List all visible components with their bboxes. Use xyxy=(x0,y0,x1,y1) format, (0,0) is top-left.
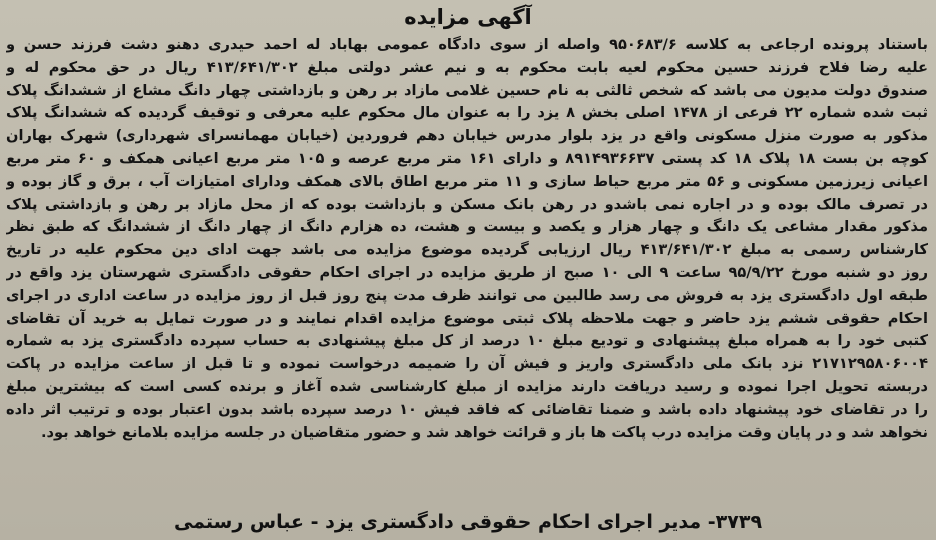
notice-title: آگهی مزایده xyxy=(404,5,532,29)
notice-line: مذکور به صورت منزل مسکونی واقع در یزد بلوار مدرس خیابان دهم فروردین (خیابان مهمانسرای شهرداری) شهرک بهاران xyxy=(6,127,928,145)
notice-line: دربسته تحویل اجرا نموده و رسید دریافت دارند مزایده از مبلغ کارشناسی شده آغاز و برنده کسی است که بیشترین مبلغ xyxy=(6,377,928,395)
notice-line: را در تقاضای خود پیشنهاد داده باشد و ضمنا تقاضائی که فاقد فیش ۱۰ درصد سپرده باشد بدون اعتبار بوده و ترتیب اثر داده xyxy=(6,400,928,418)
notice-body xyxy=(6,34,928,444)
notice-line: مذکور مقدار مشاعی یک دانگ و چهار هزار و یکصد و بیست و هشت، ده هزارم دانگ از چهار دانگ از ششدانگ که طبق نظر xyxy=(6,218,928,236)
notice-line: ۲۱۷۱۲۹۵۸۰۶۰۰۴ نزد بانک ملی دادگستری واریز و فیش آن را ضمیمه درخواست نموده و تا قبل از ساعت مزایده در پاکت xyxy=(6,355,928,373)
notice-line: ثبت شده شماره ۲۲ فرعی از ۱۴۷۸ اصلی بخش ۸ یزد را به عنوان مال محکوم علیه معرفی و توقیف گردیده که ششدانگ پلاک xyxy=(6,104,928,122)
notice-line: اعیانی زیرزمین مسکونی و ۵۶ متر مربع حیاط سازی و ۱۱ متر مربع اطاق بالای همکف ودارای امتیازات آب ، برق و گاز بوده و xyxy=(6,172,928,190)
notice-line: کارشناس رسمی به مبلغ ۴۱۳/۶۴۱/۳۰۲ ریال ارزیابی گردیده موضوع مزایده می باشد جهت ادای دین محکوم علیه در تاریخ xyxy=(6,241,928,259)
notice-line: طبقه اول دادگستری یزد به فروش می رسد طالبین می توانند ظرف مدت پنج روز قبل از روز مزایده در ساعت اداری در اجرای xyxy=(6,286,928,304)
notice-line: باستناد پرونده ارجاعی به کلاسه ۹۵۰۶۸۳/۶ واصله از سوی دادگاه عمومی بهاباد له احمد حیدری دهنو دشت فرزند حسن و xyxy=(6,36,928,53)
notice-line: احکام حقوقی ششم یزد حاضر و جهت ملاحظه پلاک ثبتی موضوع مزایده اقدام نمایند و در صورت تمایل به خرید آن تقاضای xyxy=(6,309,928,327)
notice-line: در تصرف مالک بوده و در اجاره نمی باشدو در رهن بانک مسکن و بازداشت بوده که از محل مازاد بر رهن و بازداشتی پلاک xyxy=(6,195,928,213)
notice-line: کوچه بن بست ۱۸ پلاک ۱۸ کد پستی ۸۹۱۴۹۳۶۶۳۷ و دارای ۱۶۱ متر مربع عرصه و ۱۰۵ متر مربع اعیانی همکف و ۶۰ متر مربع xyxy=(6,149,928,167)
notice-line: نخواهد شد و در پایان وقت مزایده درب پاکت ها باز و قرائت خواهد شد و حضور متقاضیان در جلسه مزایده بلامانع خواهد بود. xyxy=(40,423,928,441)
notice-line: روز دو شنبه مورخ ۹۵/۹/۲۲ ساعت ۹ الی ۱۰ صبح از طریق مزایده در اجرای احکام حقوقی دادگستری شهرستان یزد واقع در xyxy=(6,263,928,281)
notice-line: کتبی خود را به همراه مبلغ پیشنهادی و تودیع مبلغ ۱۰ درصد از کل مبلغ پیشنهادی به حساب سپرده دادگستری یزد به شماره xyxy=(6,332,928,350)
notice-line: علیه رضا فلاح فرزند حسین محکوم لعیه بابت محکوم به و نیم عشر دولتی مبلغ ۴۱۳/۶۴۱/۳۰۲ ریال در حق محکوم له و xyxy=(6,58,928,76)
signature-line: ۳۷۳۹- مدیر اجرای احکام حقوقی دادگستری یزد - عباس رستمی xyxy=(173,511,763,533)
notice-line: صندوق دولت مدیون می باشد که شخص ثالثی به نام حسین غلامی مازاد بر رهن و بازداشتی چهار دانگ مشاع از ششدانگ پلاک xyxy=(6,81,928,99)
